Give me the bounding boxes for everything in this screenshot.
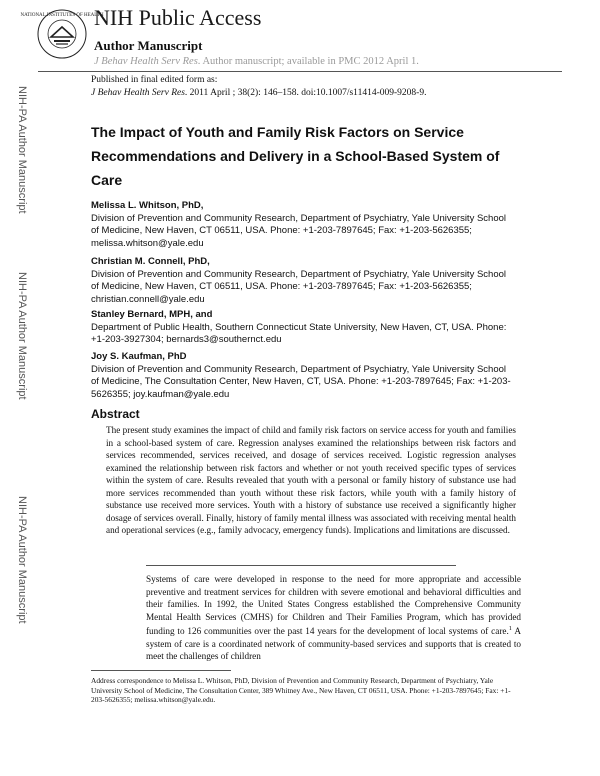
side-watermark: NIH-PA Author Manuscript (16, 272, 28, 400)
footnote-divider (91, 670, 231, 671)
author-name: Christian M. Connell, PhD, (91, 256, 210, 267)
abstract-heading: Abstract (91, 407, 140, 421)
author-block (91, 309, 511, 347)
author-block (91, 351, 511, 401)
correspondence-footnote: Address correspondence to Melissa L. Whitson, PhD, Division of Prevention and Community Research, Department of Psychiatry, Yale University School of Medicine, The Consultation Center, 389 Whitney Ave., New Haven, CT 06511, USA. Phone: +1-203-7897645; Fax: +1-203-5626355; melissa.whitson@yale.edu. (91, 676, 511, 704)
nih-public-access-title: NIH Public Access (94, 5, 262, 30)
author-name: Stanley Bernard, MPH, and (91, 309, 213, 320)
abstract-text: The present study examines the impact of child and family risk factors on service access for youth and families in a school-based system of care. Regression analyses examined the relationships between risk factors and services recommended, services received, and dosage of services received. Logistic regression analyses examined the relationship between risk factors and whether or not youth received specific types of services within the system of care. Results revealed that youth with a personal or family history of substance use had more services recommended than youth without these risk factors, while youth with a family history of substance use received more services. Youth with a history of substance use received a significantly higher dosage of services overall. Finally, history of family mental illness was associated with receiving mental health and operational services (e.g., family advocacy, emergency funds). Implications and limitations are discussed. (106, 425, 516, 535)
author-name: Joy S. Kaufman, PhD (91, 351, 187, 362)
citation-journal: J Behav Health Serv Res (91, 88, 185, 98)
citation (91, 88, 426, 98)
author-affiliation: Department of Public Health, Southern Connecticut State University, New Haven, CT, USA. Phone: +1-203-3927304; bernards3@southernct.edu (91, 321, 507, 345)
header-divider (38, 71, 562, 72)
journal-abbrev: J Behav Health Serv Res (94, 56, 198, 67)
body-paragraph (146, 573, 521, 663)
reference-marker[interactable]: 1 (508, 625, 512, 632)
availability-note: . Author manuscript; available in PMC 2012 April 1. (197, 56, 419, 67)
author-affiliation: Division of Prevention and Community Research, Department of Psychiatry, Yale University School of Medicine, The Consultation Center, New Haven, CT, USA. Phone: +1-203-7897645; Fax: +1-203-5626355; joy.kaufman@yale.edu (91, 363, 511, 400)
author-block (91, 200, 511, 250)
author-affiliation: Division of Prevention and Community Research, Department of Psychiatry, Yale University School of Medicine, New Haven, CT 06511, USA. Phone: +1-203-7897645; Fax: +1-203-5626355; christian.connell@yale.edu (91, 268, 507, 305)
side-watermark: NIH-PA Author Manuscript (16, 496, 28, 624)
seal-text: NATIONAL INSTITUTES OF HEALTH (20, 13, 104, 18)
body-text-part2: A system of care is a coordinated network of community-based services and supports that is created to meet the challenges of children (146, 626, 521, 662)
author-affiliation: Division of Prevention and Community Research, Department of Psychiatry, Yale University School of Medicine, New Haven, CT 06511, USA. Phone: +1-203-7897645; Fax: +1-203-5626355; melissa.whitson@yale.edu (91, 212, 507, 249)
citation-details: . 2011 April ; 38(2): 146–158. doi:10.1007/s11414-009-9208-9. (184, 88, 427, 98)
body-text-part1: Systems of care were developed in response to the need for more appropriate and accessible preventive and treatment services for children with severe emotional and behavioral difficulties and their families. In 1992, the United States Congress established the Comprehensive Community Mental Health Services (CMHS) for Children and Their Families Program, which has provided funding to 126 communities over the past 14 years for the development of local systems of care. (146, 574, 521, 637)
published-line: Published in final edited form as: (91, 75, 218, 85)
author-block (91, 256, 511, 306)
nih-seal-logo (20, 8, 104, 60)
article-title: The Impact of Youth and Family Risk Factors on Service Recommendations and Delivery in a School-Based System of Care (91, 124, 500, 188)
manuscript-availability (94, 56, 419, 67)
side-watermark: NIH-PA Author Manuscript (16, 86, 28, 214)
author-name: Melissa L. Whitson, PhD, (91, 200, 204, 211)
author-manuscript-label: Author Manuscript (94, 38, 203, 53)
abstract-divider (146, 565, 456, 566)
